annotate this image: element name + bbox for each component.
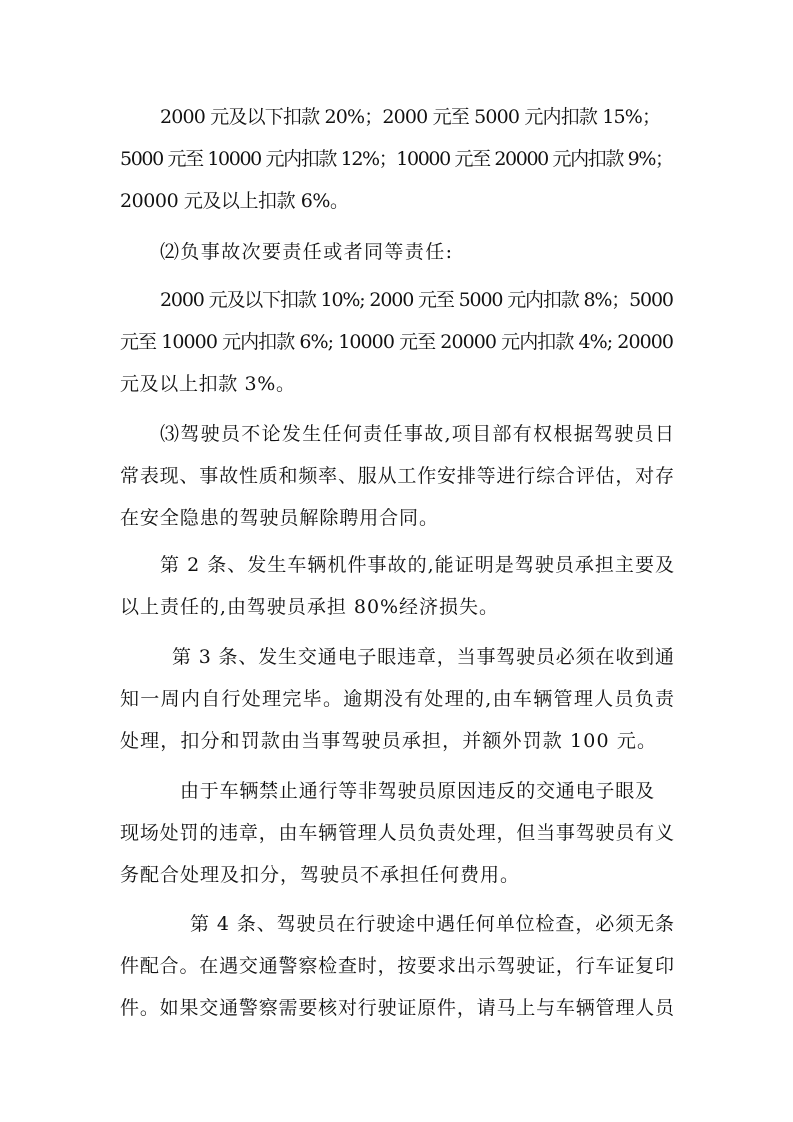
text-line: 2000 元及以下扣款 20%；2000 元至 5000 元内扣款 15%； — [160, 106, 661, 128]
text-line: 元至 10000 元内扣款 6%; 10000 元至 20000 元内扣款 4%; 20000 — [120, 331, 674, 353]
text-line: 现场处罚的违章，由车辆管理人员负责处理，但当事驾驶员有义 — [120, 822, 675, 844]
text-line: ⑶驾驶员不论发生任何责任事故,项目部有权根据驾驶员日 — [160, 423, 676, 445]
text-line: 2000 元及以下扣款 10%; 2000 元至 5000 元内扣款 8%；5000 — [160, 289, 673, 311]
text-line: 以上责任的,由驾驶员承担 80%经济损失。 — [120, 596, 499, 618]
text-line: 件配合。在遇交通警察检查时，按要求出示驾驶证，行车证复印 — [120, 955, 675, 977]
text-line: 20000 元及以上扣款 6%。 — [120, 190, 349, 212]
text-line: 件。如果交通警察需要核对行驶证原件，请马上与车辆管理人员 — [120, 997, 675, 1019]
text-line: 务配合处理及扣分，驾驶员不承担任何费用。 — [120, 864, 520, 886]
text-line: 第 2 条、发生车辆机件事故的,能证明是驾驶员承担主要及 — [160, 554, 676, 576]
text-line: 处理，扣分和罚款由当事驾驶员承担，并额外罚款 100 元。 — [120, 730, 658, 752]
text-line: 5000 元至 10000 元内扣款 12%；10000 元至 20000 元内扣款 9%； — [120, 148, 673, 170]
text-line: 常表现、事故性质和频率、服从工作安排等进行综合评估，对存 — [120, 465, 675, 487]
text-line: 元及以上扣款 3%。 — [120, 373, 296, 395]
text-line: 知一周内自行处理完毕。逾期没有处理的,由车辆管理人员负责 — [120, 688, 676, 710]
text-line: 第 3 条、发生交通电子眼违章，当事驾驶员必须在收到通 — [172, 646, 675, 668]
text-line: 在安全隐患的驾驶员解除聘用合同。 — [120, 507, 439, 529]
text-line: 由于车辆禁止通行等非驾驶员原因违反的交通电子眼及 — [180, 780, 655, 802]
text-line: ⑵负事故次要责任或者同等责任: — [160, 241, 454, 263]
text-line: 第 4 条、驾驶员在行驶途中遇任何单位检查，必须无条 — [190, 913, 675, 935]
